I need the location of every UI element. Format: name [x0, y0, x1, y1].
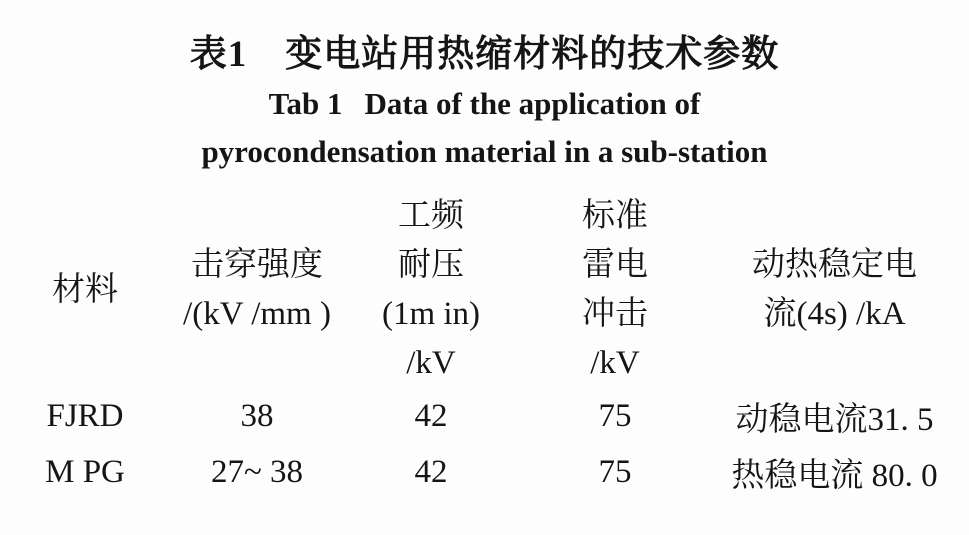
table-caption-en-line2: pyrocondensation material in a sub-station — [201, 134, 768, 169]
header-line: 耐压 — [398, 247, 464, 283]
table-title-en: Data of the application of — [364, 86, 701, 121]
cell-power-frequency-withstand: 42 — [414, 453, 448, 490]
header-line: /(kV /mm ) — [183, 296, 331, 332]
header-line: 动热稳定电 — [752, 247, 917, 283]
table-caption-zh — [0, 32, 969, 78]
table-title-zh: 变电站用热缩材料的技术参数 — [285, 34, 780, 75]
cell-lightning-impulse: 75 — [598, 453, 632, 490]
header-line: 击穿强度 — [191, 247, 323, 283]
header-line: 雷电 — [582, 247, 648, 283]
table-row — [0, 444, 957, 500]
header-cell-dynamic-thermal-stability — [712, 192, 957, 388]
header-cell-material — [0, 192, 170, 388]
header-cell-breakdown-strength — [170, 192, 344, 388]
data-table — [0, 192, 957, 500]
table-number-zh: 表1 — [189, 34, 248, 75]
table-row — [0, 388, 957, 444]
table-header-row — [0, 192, 957, 388]
header-line: (1m in) — [381, 296, 481, 332]
cell-power-frequency-withstand: 42 — [414, 397, 448, 434]
header-line: 材料 — [52, 271, 118, 308]
table-number-en: Tab 1 — [268, 86, 343, 121]
cell-material: M PG — [45, 453, 125, 490]
header-line: /kV — [406, 345, 456, 381]
table-caption-en-line1 — [0, 82, 969, 126]
cell-material: FJRD — [46, 397, 124, 434]
cell-lightning-impulse: 75 — [598, 397, 632, 434]
header-line: 流(4s) /kA — [763, 296, 906, 332]
cell-dynamic-thermal-stability: 热稳电流 80. 0 — [731, 457, 938, 494]
table-caption — [0, 0, 969, 174]
header-line: 标准 — [582, 198, 648, 234]
header-line: 冲击 — [582, 296, 648, 332]
header-cell-lightning-impulse — [518, 192, 712, 388]
cell-dynamic-thermal-stability: 动稳电流31. 5 — [735, 401, 934, 438]
header-line: 工频 — [398, 198, 464, 234]
cell-breakdown-strength: 38 — [240, 397, 274, 434]
header-cell-power-frequency-withstand — [344, 192, 518, 388]
header-line: /kV — [590, 345, 640, 381]
cell-breakdown-strength: 27~ 38 — [210, 453, 304, 490]
